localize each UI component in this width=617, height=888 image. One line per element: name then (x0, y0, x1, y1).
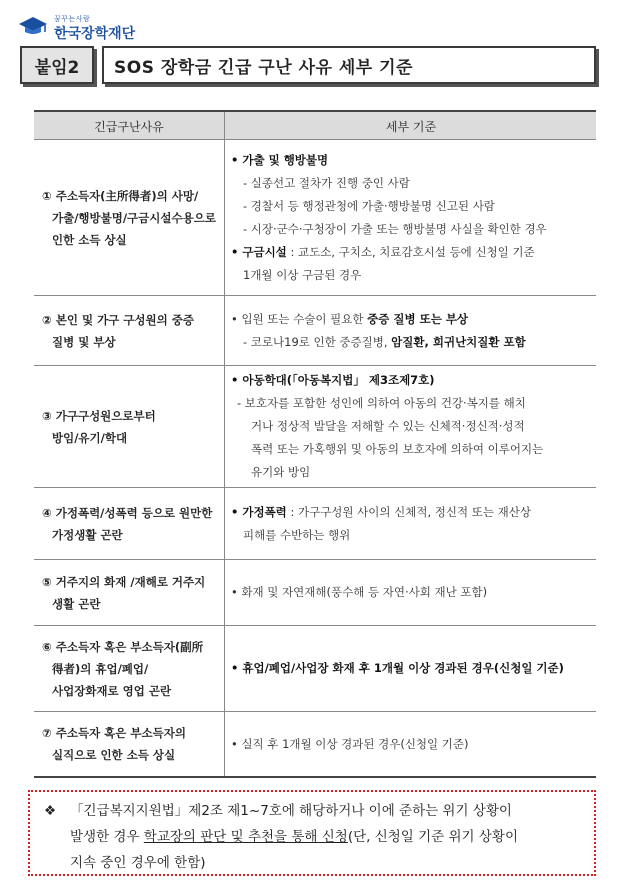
reason-line: ③ 가구구성원으로부터 (42, 408, 156, 423)
note-text: 「긴급복지지원법」제2조 제1~7호에 해당하거나 이에 준하는 위기 상황이 (70, 803, 512, 819)
detail-text: 1개월 이상 구금된 경우 (243, 267, 362, 282)
detail-text: : 가구구성원 사이의 신체적, 정신적 또는 재산상 (286, 504, 531, 519)
reason-line: 생활 곤란 (52, 596, 101, 611)
detail-text: 유기와 방임 (251, 465, 311, 479)
reason-line: ⑤ 거주지의 화재 /재해로 거주지 (42, 574, 206, 589)
reason-cell (34, 560, 224, 625)
detail-text: - 보호자를 포함한 성인에 의하여 아동의 건강·복지를 해치 (237, 396, 526, 410)
detail-text: - 코로나19로 인한 중증질병, (243, 334, 392, 349)
table-row (34, 626, 596, 712)
reason-cell (34, 140, 224, 295)
note-box (28, 790, 596, 876)
header-detail: 세부 기준 (224, 112, 597, 140)
detail-cell (224, 712, 596, 776)
table-row (34, 712, 596, 778)
reason-line: ⑦ 주소득자 혹은 부소득자의 (42, 726, 186, 740)
reason-line: 가출/행방불명/구금시설수용으로 (52, 210, 216, 225)
detail-cell (224, 488, 596, 559)
table-row (34, 366, 596, 488)
detail-cell (224, 560, 596, 625)
detail-text: 폭력 또는 가혹행위 및 아동의 보호자에 의하여 이루어지는 (251, 442, 544, 456)
note-underline-text: 학교장의 판단 및 추천을 통해 신청 (143, 829, 348, 845)
table-row (34, 296, 596, 366)
reason-line: ④ 가정폭력/성폭력 등으로 원만한 (42, 505, 213, 520)
detail-emphasis: 중증 질병 또는 부상 (367, 311, 469, 326)
reason-cell (34, 488, 224, 559)
detail-item: - 경찰서 등 행정관청에 가출·행방불명 신고된 사람 (243, 198, 495, 213)
logo-slogan: 꿈꾸는사람 (54, 15, 91, 23)
reason-line: 得者)의 휴업/폐업/ (52, 661, 149, 676)
reason-cell (34, 626, 224, 711)
graduation-cap-icon (18, 16, 48, 36)
detail-text: : 교도소, 구치소, 치료감호시설 등에 신청일 기준 (286, 244, 535, 259)
reason-line: 가정생활 곤란 (52, 527, 123, 542)
detail-item: - 실종선고 절차가 진행 중인 사람 (243, 175, 410, 190)
reason-line: ⑥ 주소득자 혹은 부소득자(副所 (42, 639, 204, 654)
page-title: SOS 장학금 긴급 구난 사유 세부 기준 (102, 46, 596, 84)
attachment-tag: 붙임2 (20, 46, 94, 84)
reason-line: 방임/유기/학대 (52, 430, 128, 445)
reason-line: ① 주소득자(主所得者)의 사망/ (42, 188, 199, 203)
note-text: (단, 신청일 기준 위기 상황이 (347, 829, 519, 845)
detail-bullet-title: • 가출 및 행방불명 (231, 152, 329, 167)
detail-bullet-title: • 구금시설 (231, 244, 287, 259)
reason-cell (34, 366, 224, 487)
foundation-logo (18, 10, 168, 42)
reason-line: 실직으로 인한 소득 상실 (52, 748, 176, 762)
detail-cell (224, 626, 596, 711)
detail-text: 거나 정상적 발달을 저해할 수 있는 신체적·정신적·성적 (251, 419, 525, 433)
detail-emphasis: • 휴업/폐업/사업장 화재 후 1개월 이상 경과된 경우(신청일 기준) (231, 661, 564, 675)
detail-text: • 입원 또는 수술이 필요한 (231, 311, 368, 326)
detail-item: - 시장·군수·구청장이 가출 또는 행방불명 사실을 확인한 경우 (243, 221, 547, 236)
table-row (34, 488, 596, 560)
note-text: 지속 중인 경우에 한함) (70, 855, 206, 871)
reason-line: 사업장화재로 영업 곤란 (52, 683, 172, 698)
table-row (34, 560, 596, 626)
table-header (34, 110, 596, 140)
detail-text: • 화재 및 자연재해(풍수해 등 자연·사회 재난 포함) (231, 585, 488, 599)
detail-cell (224, 366, 596, 487)
detail-bullet-title: • 아동학대(「아동복지법」 제3조제7호) (231, 373, 435, 387)
detail-text: • 실직 후 1개월 이상 경과된 경우(신청일 기준) (231, 736, 469, 751)
table-row (34, 140, 596, 296)
header-reason: 긴급구난사유 (94, 119, 164, 134)
reason-line: 인한 소득 상실 (52, 232, 127, 247)
logo-name: 한국장학재단 (54, 26, 136, 42)
reason-cell (34, 296, 224, 365)
detail-cell (224, 296, 596, 365)
reason-line: 질병 및 부상 (52, 334, 116, 349)
detail-emphasis: 암질환, 희귀난치질환 포함 (391, 334, 526, 349)
detail-text: 피해를 수반하는 행위 (243, 527, 351, 542)
detail-bullet-title: • 가정폭력 (231, 504, 287, 519)
note-text: 발생한 경우 (70, 829, 144, 845)
detail-cell (224, 140, 596, 295)
reason-line: ② 본인 및 가구 구성원의 중증 (42, 312, 194, 327)
diamond-bullet-icon: ❖ (44, 803, 57, 819)
reason-cell (34, 712, 224, 776)
